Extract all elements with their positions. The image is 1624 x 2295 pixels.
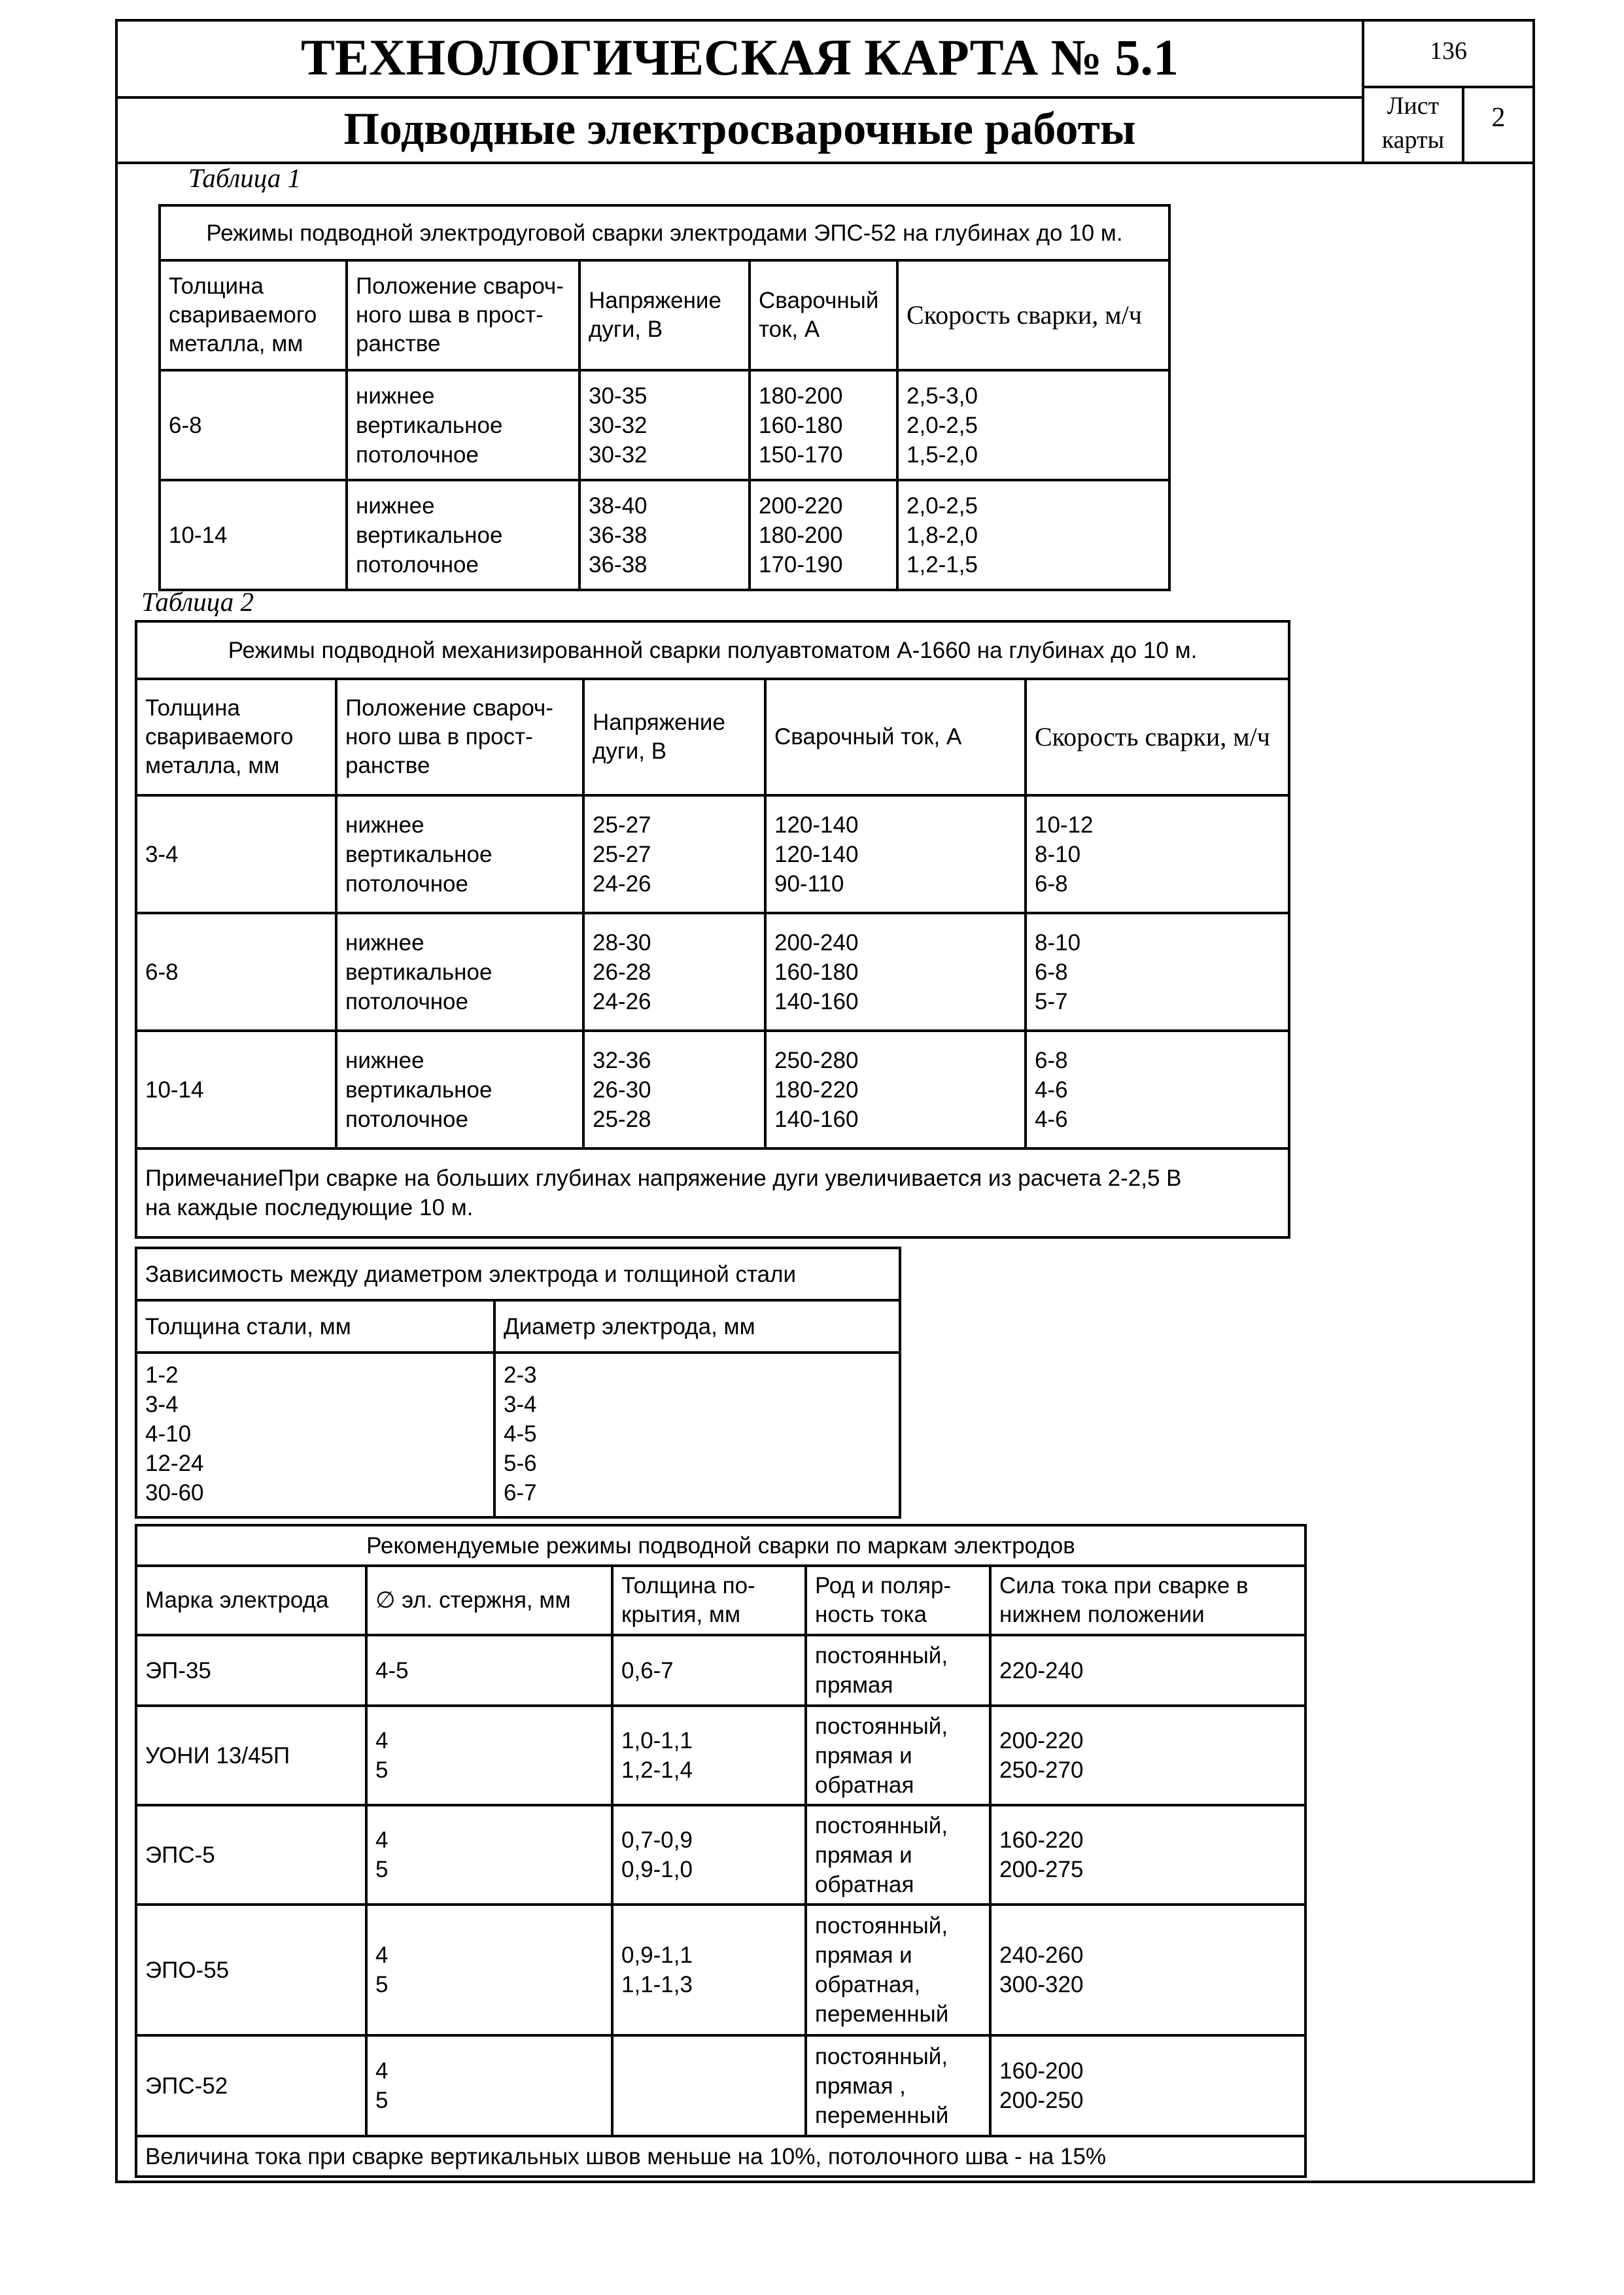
table4-header-current: Сила тока при сварке в нижнем положении	[990, 1566, 1305, 1635]
table-row	[136, 795, 1289, 913]
document-title: ТЕХНОЛОГИЧЕСКАЯ КАРТА № 5.1	[300, 29, 1179, 86]
table3-cell: 2-3 3-4 4-5 5-6 6-7	[494, 1353, 900, 1517]
table4-cell: 0,9-1,1 1,1-1,3	[612, 1905, 806, 2035]
table2-header-thickness: Толщина свариваемого металла, мм	[136, 679, 336, 795]
table2-header-current: Сварочный ток, А	[765, 679, 1026, 795]
table2-cell: нижнее вертикальное потолочное	[336, 795, 583, 913]
table-row	[136, 1905, 1305, 2035]
table4-title: Рекомендуемые режимы подводной сварки по маркам электродов	[136, 1525, 1305, 1566]
document-subtitle: Подводные электросварочные работы	[343, 104, 1136, 154]
table3	[135, 1247, 901, 1519]
table-row	[136, 913, 1289, 1031]
table1-title: Режимы подводной электродуговой сварки электродами ЭПС-52 на глубинах до 10 м.	[160, 205, 1169, 260]
table4-note: Величина тока при сварке вертикальных швов меньше на 10%, потолочного шва - на 15%	[136, 2136, 1305, 2177]
table2-header-position: Положение свароч- ного шва в прост- ранстве	[336, 679, 583, 795]
table4-cell: 4-5	[366, 1635, 612, 1706]
table4-cell: 4 5	[366, 1706, 612, 1805]
table4-cell: постоянный, прямая	[806, 1635, 990, 1706]
table2-header-voltage: Напряжение дуги, В	[583, 679, 765, 795]
table-row	[136, 2035, 1305, 2136]
table-row	[136, 1353, 900, 1517]
table4-cell	[612, 2035, 806, 2136]
table3-header-thickness: Толщина стали, мм	[136, 1300, 494, 1353]
table4-cell: 160-200 200-250	[990, 2035, 1305, 2136]
table1-cell: 10-14	[160, 480, 347, 590]
table1-cell: 2,5-3,0 2,0-2,5 1,5-2,0	[897, 370, 1169, 480]
table1-caption: Таблица 1	[188, 163, 302, 193]
table4-header-polarity: Род и поляр- ность тока	[806, 1566, 990, 1635]
table2-cell: нижнее вертикальное потолочное	[336, 913, 583, 1031]
table2-cell: 120-140 120-140 90-110	[765, 795, 1026, 913]
title-block-bottom-rule	[115, 162, 1532, 164]
table2-cell: 25-27 25-27 24-26	[583, 795, 765, 913]
page-number-rule	[1362, 86, 1532, 88]
table4-cell: 200-220 250-270	[990, 1706, 1305, 1805]
table4-header-brand: Марка электрода	[136, 1566, 366, 1635]
table4-cell: 4 5	[366, 2035, 612, 2136]
table-row	[136, 1805, 1305, 1905]
table4-cell: 220-240	[990, 1635, 1305, 1706]
table1-header-current: Сварочный ток, А	[750, 260, 897, 370]
table3-cell: 1-2 3-4 4-10 12-24 30-60	[136, 1353, 494, 1517]
table1-cell: 200-220 180-200 170-190	[750, 480, 897, 590]
table1-cell: 6-8	[160, 370, 347, 480]
table4-cell: ЭПО-55	[136, 1905, 366, 2035]
title-separator-rule	[115, 96, 1362, 99]
table4-cell: 240-260 300-320	[990, 1905, 1305, 2035]
table4-cell: 4 5	[366, 1805, 612, 1905]
table4-cell: постоянный, прямая и обратная	[806, 1706, 990, 1805]
table1-header-position: Положение свароч- ного шва в прост- ранстве	[347, 260, 579, 370]
table-row	[160, 480, 1169, 590]
table-row	[136, 1706, 1305, 1805]
table4-header-rod-diameter: ∅ эл. стержня, мм	[366, 1566, 612, 1635]
table4-cell: 0,6-7	[612, 1635, 806, 1706]
table2-cell: 10-14	[136, 1031, 336, 1148]
table2-note: ПримечаниеПри сварке на больших глубинах напряжение дуги увеличивается из расчета 2-2,5 В на каждые последующие 10 м.	[136, 1148, 1289, 1237]
table3-title: Зависимость между диаметром электрода и толщиной стали	[136, 1248, 900, 1300]
table1-header-speed: Скорость сварки, м/ч	[897, 260, 1169, 370]
table4	[135, 1524, 1307, 2178]
table4-cell: ЭП-35	[136, 1635, 366, 1706]
table2-cell: 200-240 160-180 140-160	[765, 913, 1026, 1031]
table2-title: Режимы подводной механизированной сварки полуавтоматом А-1660 на глубинах до 10 м.	[136, 621, 1289, 679]
table2-cell: нижнее вертикальное потолочное	[336, 1031, 583, 1148]
table3-header-diameter: Диаметр электрода, мм	[494, 1300, 900, 1353]
table2-cell: 6-8	[136, 913, 336, 1031]
table2-cell: 250-280 180-220 140-160	[765, 1031, 1026, 1148]
table4-cell: постоянный, прямая , переменный	[806, 2035, 990, 2136]
table2-caption: Таблица 2	[141, 587, 254, 617]
table1-header-voltage: Напряжение дуги, В	[579, 260, 750, 370]
sheet-number: 2	[1491, 103, 1506, 133]
table1-cell: 2,0-2,5 1,8-2,0 1,2-1,5	[897, 480, 1169, 590]
table4-cell: 4 5	[366, 1905, 612, 2035]
table-row	[136, 1031, 1289, 1148]
table2-header-speed: Скорость сварки, м/ч	[1026, 679, 1289, 795]
table4-header-coating: Толщина по- крытия, мм	[612, 1566, 806, 1635]
table1-cell: 38-40 36-38 36-38	[579, 480, 750, 590]
table4-cell: ЭПС-5	[136, 1805, 366, 1905]
table2-cell: 10-12 8-10 6-8	[1026, 795, 1289, 913]
table2-cell: 3-4	[136, 795, 336, 913]
table4-cell: постоянный, прямая и обратная	[806, 1805, 990, 1905]
table1	[158, 204, 1171, 591]
table4-cell: УОНИ 13/45П	[136, 1706, 366, 1805]
table4-cell: 160-220 200-275	[990, 1805, 1305, 1905]
table2-cell: 32-36 26-30 25-28	[583, 1031, 765, 1148]
table1-cell: 30-35 30-32 30-32	[579, 370, 750, 480]
table4-cell: 1,0-1,1 1,2-1,4	[612, 1706, 806, 1805]
page-number: 136	[1430, 37, 1467, 65]
table2	[135, 620, 1290, 1239]
sheet-label: Лист карты	[1381, 92, 1445, 154]
table1-cell: 180-200 160-180 150-170	[750, 370, 897, 480]
table1-cell: нижнее вертикальное потолочное	[347, 480, 579, 590]
table2-cell: 8-10 6-8 5-7	[1026, 913, 1289, 1031]
table4-cell: 0,7-0,9 0,9-1,0	[612, 1805, 806, 1905]
table1-cell: нижнее вертикальное потолочное	[347, 370, 579, 480]
table4-cell: ЭПС-52	[136, 2035, 366, 2136]
table2-cell: 6-8 4-6 4-6	[1026, 1031, 1289, 1148]
table1-header-thickness: Толщина свариваемого металла, мм	[160, 260, 347, 370]
table2-cell: 28-30 26-28 24-26	[583, 913, 765, 1031]
table4-cell: постоянный, прямая и обратная, переменный	[806, 1905, 990, 2035]
table-row	[136, 1635, 1305, 1706]
table-row	[160, 370, 1169, 480]
